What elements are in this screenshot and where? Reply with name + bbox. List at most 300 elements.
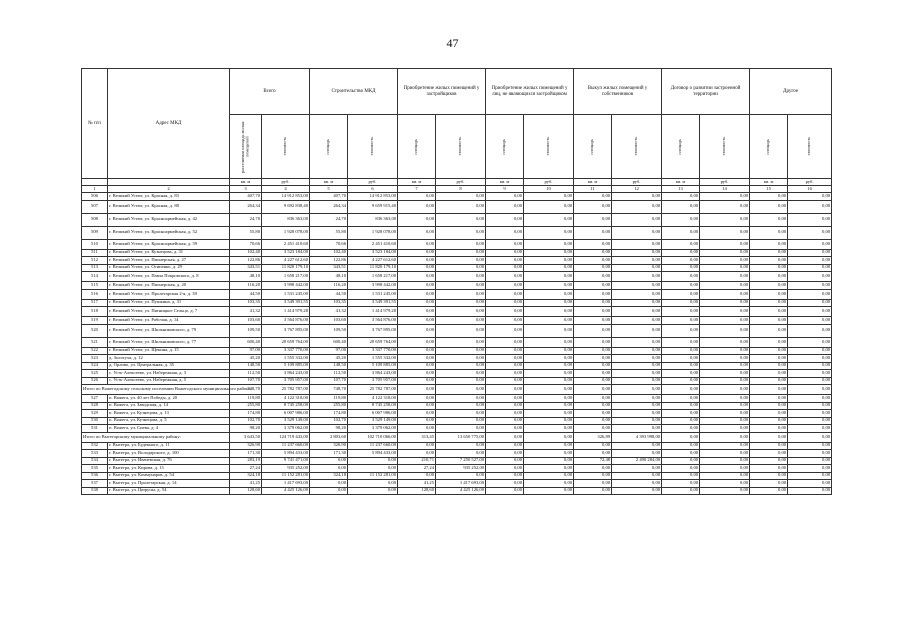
value-cell: 0,00 bbox=[700, 362, 750, 370]
value-cell: 11 152 281,00 bbox=[348, 472, 398, 480]
value-cell: 0,00 bbox=[348, 465, 398, 473]
value-cell: 0,00 bbox=[574, 417, 612, 425]
value-cell: 0,00 bbox=[612, 337, 662, 347]
value-cell: 0,00 bbox=[486, 472, 524, 480]
value-cell: 41,25 bbox=[230, 480, 262, 488]
value-cell: 0,00 bbox=[524, 282, 574, 290]
value-cell: 174,80 bbox=[310, 410, 348, 418]
value-cell: 0,00 bbox=[398, 377, 436, 385]
table-row bbox=[82, 213, 832, 226]
value-cell: 0,00 bbox=[436, 442, 486, 450]
value-cell: 0,00 bbox=[436, 257, 486, 265]
value-cell: 0,00 bbox=[700, 417, 750, 425]
column-number-cell: 13 bbox=[662, 186, 700, 193]
value-cell: 103,35 bbox=[310, 299, 348, 307]
value-cell: 0,00 bbox=[398, 402, 436, 410]
value-cell: 116,20 bbox=[230, 282, 262, 290]
value-cell: 98,20 bbox=[230, 425, 262, 433]
value-cell: 171,30 bbox=[310, 450, 348, 458]
value-cell: 0,00 bbox=[574, 355, 612, 363]
value-cell: 0,00 bbox=[486, 355, 524, 363]
value-cell: 0,00 bbox=[398, 213, 436, 226]
value-cell: 0,00 bbox=[436, 377, 486, 385]
table-row bbox=[82, 395, 832, 403]
value-cell: 0,00 bbox=[662, 272, 700, 282]
value-cell: 264,34 bbox=[230, 200, 262, 213]
value-cell: 0,00 bbox=[662, 355, 700, 363]
column-number-cell: 4 bbox=[262, 186, 310, 193]
value-cell: 27,24 bbox=[230, 465, 262, 473]
value-cell: 0,00 bbox=[486, 480, 524, 488]
value-cell: 0,00 bbox=[310, 465, 348, 473]
value-cell: 0,00 bbox=[700, 410, 750, 418]
column-number-cell: 6 bbox=[348, 186, 398, 193]
value-cell: 0,00 bbox=[574, 487, 612, 495]
units-cell: кв. м bbox=[310, 179, 348, 186]
page-number: 47 bbox=[446, 36, 459, 50]
group-header-construction: Строительство МКД bbox=[310, 69, 398, 115]
value-cell: 174,80 bbox=[230, 410, 262, 418]
row-number: 521 bbox=[82, 337, 108, 347]
value-cell: 0,00 bbox=[750, 307, 788, 317]
value-cell: 0,00 bbox=[436, 193, 486, 201]
table-row bbox=[82, 410, 832, 418]
subcolumn-label: стоимость bbox=[545, 137, 551, 156]
value-cell: 0,00 bbox=[700, 200, 750, 213]
value-cell: 313,45 bbox=[398, 432, 436, 442]
units-cell: руб. bbox=[612, 179, 662, 186]
value-cell: 0,00 bbox=[524, 425, 574, 433]
subcolumn-header bbox=[662, 115, 700, 179]
row-address: г. Вытегра, ул. Кирова, д. 15 bbox=[108, 465, 230, 473]
subcolumn-label: расселяемая площадь жилых помещений bbox=[240, 120, 250, 173]
value-cell: 0,00 bbox=[486, 370, 524, 378]
value-cell: 3 564 876,00 bbox=[348, 317, 398, 325]
value-cell: 0,00 bbox=[398, 317, 436, 325]
value-cell: 0,00 bbox=[750, 324, 788, 337]
subcolumn-label: площадь bbox=[677, 138, 683, 155]
value-cell: 0,00 bbox=[436, 385, 486, 395]
value-cell: 0,00 bbox=[662, 264, 700, 272]
value-cell: 0,00 bbox=[750, 465, 788, 473]
value-cell: 836 363,00 bbox=[348, 213, 398, 226]
subcolumn-label: площадь bbox=[589, 138, 595, 155]
value-cell: 55,80 bbox=[230, 226, 262, 239]
value-cell: 6 007 986,00 bbox=[348, 410, 398, 418]
value-cell: 0,00 bbox=[750, 337, 788, 347]
value-cell: 0,00 bbox=[436, 299, 486, 307]
value-cell: 0,00 bbox=[398, 425, 436, 433]
value-cell: 148,50 bbox=[230, 362, 262, 370]
table-row bbox=[82, 272, 832, 282]
row-number: 516 bbox=[82, 289, 108, 299]
value-cell: 0,00 bbox=[524, 450, 574, 458]
value-cell: 0,00 bbox=[398, 324, 436, 337]
table-row bbox=[82, 200, 832, 213]
row-address: г. Великий Устюг, ул. Красная, д. 83 bbox=[108, 193, 230, 201]
value-cell: 0,00 bbox=[700, 355, 750, 363]
value-cell: 122,86 bbox=[310, 257, 348, 265]
value-cell: 0,00 bbox=[788, 226, 832, 239]
value-cell: 0,00 bbox=[486, 317, 524, 325]
value-cell: 0,00 bbox=[486, 487, 524, 495]
table-row bbox=[82, 282, 832, 290]
row-number: 518 bbox=[82, 307, 108, 317]
row-number: 536 bbox=[82, 472, 108, 480]
value-cell: 0,00 bbox=[398, 289, 436, 299]
value-cell: 0,00 bbox=[788, 355, 832, 363]
column-number-cell: 7 bbox=[398, 186, 436, 193]
units-cell: руб. bbox=[262, 179, 310, 186]
value-cell: 407,70 bbox=[310, 193, 348, 201]
value-cell: 20 659 764,00 bbox=[262, 337, 310, 347]
value-cell: 0,00 bbox=[700, 264, 750, 272]
table-row bbox=[82, 249, 832, 257]
row-number: 530 bbox=[82, 417, 108, 425]
value-cell: 3 337 770,00 bbox=[348, 347, 398, 355]
subcolumn-header bbox=[348, 115, 398, 179]
value-cell: 0,00 bbox=[662, 337, 700, 347]
value-cell: 1 414 979,28 bbox=[262, 307, 310, 317]
subcolumn-header bbox=[524, 115, 574, 179]
table-row bbox=[82, 425, 832, 433]
value-cell: 0,00 bbox=[524, 370, 574, 378]
value-cell: 4 425 126,00 bbox=[262, 487, 310, 495]
value-cell: 0,00 bbox=[788, 193, 832, 201]
row-number: 506 bbox=[82, 193, 108, 201]
subcolumn-label: стоимость bbox=[633, 137, 639, 156]
value-cell: 0,00 bbox=[398, 395, 436, 403]
value-cell: 0,00 bbox=[486, 450, 524, 458]
row-number: 513 bbox=[82, 264, 108, 272]
row-address: г. Великий Устюг, ул. Шильниковского, д. 79 bbox=[108, 324, 230, 337]
column-number-cell: 16 bbox=[788, 186, 832, 193]
value-cell: 3 523 184,00 bbox=[262, 249, 310, 257]
value-cell: 0,00 bbox=[574, 465, 612, 473]
value-cell: 0,00 bbox=[398, 385, 436, 395]
units-cell: руб. bbox=[700, 179, 750, 186]
value-cell: 0,00 bbox=[700, 257, 750, 265]
value-cell: 0,00 bbox=[700, 226, 750, 239]
value-cell: 0,00 bbox=[398, 257, 436, 265]
column-number-cell: 14 bbox=[700, 186, 750, 193]
value-cell: 0,00 bbox=[750, 395, 788, 403]
value-cell: 0,00 bbox=[436, 417, 486, 425]
value-cell: 255,80 bbox=[230, 402, 262, 410]
units-cell bbox=[108, 179, 230, 186]
subcolumn-label: стоимость bbox=[457, 137, 463, 156]
subcolumn-header bbox=[230, 115, 262, 179]
value-cell: 0,00 bbox=[398, 282, 436, 290]
value-cell: 0,00 bbox=[750, 193, 788, 201]
value-cell: 0,00 bbox=[700, 450, 750, 458]
value-cell: 0,00 bbox=[524, 487, 574, 495]
value-cell: 102,70 bbox=[310, 417, 348, 425]
value-cell: 0,00 bbox=[574, 193, 612, 201]
value-cell: 0,00 bbox=[788, 457, 832, 465]
value-cell: 0,00 bbox=[788, 417, 832, 425]
value-cell: 0,00 bbox=[436, 395, 486, 403]
table-row bbox=[82, 370, 832, 378]
value-cell: 0,00 bbox=[662, 425, 700, 433]
value-cell: 343,51 bbox=[230, 264, 262, 272]
group-header-development-contract: Договор о развитии застроенной территории bbox=[662, 69, 750, 115]
value-cell: 0,00 bbox=[788, 282, 832, 290]
value-cell: 0,00 bbox=[662, 200, 700, 213]
value-cell: 0,00 bbox=[700, 347, 750, 355]
column-number-cell: 3 bbox=[230, 186, 262, 193]
value-cell: 748,70 bbox=[310, 385, 348, 395]
value-cell: 0,00 bbox=[662, 324, 700, 337]
row-number: 525 bbox=[82, 370, 108, 378]
row-number: 508 bbox=[82, 213, 108, 226]
value-cell: 8 745 258,00 bbox=[348, 402, 398, 410]
group-header-other: Другое bbox=[750, 69, 832, 115]
value-cell: 0,00 bbox=[700, 480, 750, 488]
value-cell: 3 529 149,00 bbox=[262, 417, 310, 425]
row-number: 523 bbox=[82, 355, 108, 363]
row-number: 531 bbox=[82, 425, 108, 433]
value-cell: 0,00 bbox=[524, 257, 574, 265]
value-cell: 0,00 bbox=[436, 272, 486, 282]
value-cell: 0,00 bbox=[398, 337, 436, 347]
row-number: 535 bbox=[82, 465, 108, 473]
row-address: г. Вытегра, ул. Ивачевская, д. 76 bbox=[108, 457, 230, 465]
col-no-header: № п/п bbox=[82, 69, 108, 179]
value-cell: 0,00 bbox=[750, 442, 788, 450]
subcolumn-label: стоимость bbox=[282, 137, 288, 156]
value-cell: 0,00 bbox=[574, 289, 612, 299]
row-number: 507 bbox=[82, 200, 108, 213]
value-cell: 0,00 bbox=[750, 432, 788, 442]
value-cell: 0,00 bbox=[524, 362, 574, 370]
value-cell: 1 531 245,00 bbox=[262, 289, 310, 299]
value-cell: 0,00 bbox=[750, 289, 788, 299]
value-cell: 0,00 bbox=[486, 465, 524, 473]
value-cell: 27,24 bbox=[398, 465, 436, 473]
value-cell: 0,00 bbox=[486, 347, 524, 355]
value-cell: 0,00 bbox=[662, 282, 700, 290]
value-cell: 0,00 bbox=[398, 193, 436, 201]
value-cell: 0,00 bbox=[700, 385, 750, 395]
value-cell: 0,00 bbox=[436, 324, 486, 337]
value-cell: 0,00 bbox=[398, 362, 436, 370]
value-cell: 55,80 bbox=[310, 226, 348, 239]
value-cell: 0,00 bbox=[750, 370, 788, 378]
table-row bbox=[82, 337, 832, 347]
value-cell: 102,40 bbox=[230, 249, 262, 257]
value-cell: 41,32 bbox=[230, 307, 262, 317]
subcolumn-label: площадь bbox=[501, 138, 507, 155]
value-cell: 0,00 bbox=[524, 324, 574, 337]
value-cell: 0,00 bbox=[574, 395, 612, 403]
table-row bbox=[82, 457, 832, 465]
row-address: г. Вытегра, ул. Буденного, д. 11 bbox=[108, 442, 230, 450]
value-cell: 3 523 184,00 bbox=[348, 249, 398, 257]
value-cell: 3 549 391,55 bbox=[348, 299, 398, 307]
value-cell: 0,00 bbox=[574, 324, 612, 337]
value-cell: 11 820 179,10 bbox=[262, 264, 310, 272]
value-cell: 72,48 bbox=[574, 457, 612, 465]
table-row bbox=[82, 362, 832, 370]
row-address: п. Вожега, ул. 40 лет Победы, д. 20 bbox=[108, 395, 230, 403]
value-cell: 0,00 bbox=[612, 395, 662, 403]
table-row bbox=[82, 317, 832, 325]
row-address: г. Великий Устюг, ул. Пионерская, д. 20 bbox=[108, 282, 230, 290]
row-number: 527 bbox=[82, 395, 108, 403]
value-cell: 0,00 bbox=[750, 402, 788, 410]
value-cell: 6 007 986,00 bbox=[262, 410, 310, 418]
value-cell: 0,00 bbox=[524, 289, 574, 299]
value-cell: 4 425 126,00 bbox=[436, 487, 486, 495]
value-cell: 324,18 bbox=[310, 472, 348, 480]
row-number: 514 bbox=[82, 272, 108, 282]
value-cell: 0,00 bbox=[436, 249, 486, 257]
value-cell: 70,66 bbox=[310, 239, 348, 249]
value-cell: 0,00 bbox=[662, 417, 700, 425]
value-cell: 0,00 bbox=[398, 417, 436, 425]
value-cell: 0,00 bbox=[524, 432, 574, 442]
value-cell: 0,00 bbox=[788, 425, 832, 433]
value-cell: 0,00 bbox=[574, 402, 612, 410]
value-cell: 0,00 bbox=[436, 289, 486, 299]
value-cell: 124 719 443,00 bbox=[262, 432, 310, 442]
value-cell: 48,10 bbox=[230, 272, 262, 282]
value-cell: 0,00 bbox=[700, 425, 750, 433]
value-cell: 0,00 bbox=[612, 249, 662, 257]
value-cell: 11 237 660,00 bbox=[262, 442, 310, 450]
value-cell: 119,80 bbox=[310, 395, 348, 403]
value-cell: 48,10 bbox=[310, 272, 348, 282]
value-cell: 0,00 bbox=[612, 450, 662, 458]
value-cell: 0,00 bbox=[788, 487, 832, 495]
value-cell: 3 864 243,00 bbox=[348, 370, 398, 378]
value-cell: 0,00 bbox=[574, 257, 612, 265]
value-cell: 3 379 062,00 bbox=[348, 425, 398, 433]
value-cell: 0,00 bbox=[310, 457, 348, 465]
value-cell: 3 864 243,00 bbox=[262, 370, 310, 378]
value-cell: 0,00 bbox=[524, 337, 574, 347]
value-cell: 0,00 bbox=[486, 337, 524, 347]
value-cell: 0,00 bbox=[398, 272, 436, 282]
value-cell: 102 710 066,00 bbox=[348, 432, 398, 442]
value-cell: 0,00 bbox=[436, 264, 486, 272]
table-row bbox=[82, 465, 832, 473]
value-cell: 0,00 bbox=[700, 457, 750, 465]
value-cell: 97,00 bbox=[230, 347, 262, 355]
value-cell: 0,00 bbox=[700, 472, 750, 480]
value-cell: 0,00 bbox=[700, 249, 750, 257]
value-cell: 0,00 bbox=[612, 465, 662, 473]
value-cell: 0,00 bbox=[788, 410, 832, 418]
value-cell: 0,00 bbox=[662, 377, 700, 385]
value-cell: 0,00 bbox=[662, 410, 700, 418]
value-cell: 0,00 bbox=[574, 200, 612, 213]
row-address: г. Великий Устюг, ул. Шильниковского, д. 77 bbox=[108, 337, 230, 347]
value-cell: 4 393 998,00 bbox=[612, 432, 662, 442]
header-row-column-numbers bbox=[82, 186, 832, 193]
value-cell: 0,00 bbox=[750, 425, 788, 433]
value-cell: 0,00 bbox=[662, 307, 700, 317]
value-cell: 0,00 bbox=[398, 226, 436, 239]
row-address: г. Великий Устюг, ул. Красная, д. 88 bbox=[108, 200, 230, 213]
value-cell: 0,00 bbox=[574, 425, 612, 433]
value-cell: 0,00 bbox=[612, 472, 662, 480]
value-cell: 0,00 bbox=[574, 272, 612, 282]
value-cell: 0,00 bbox=[486, 264, 524, 272]
value-cell: 0,00 bbox=[662, 299, 700, 307]
value-cell: 0,00 bbox=[700, 272, 750, 282]
row-address: г. Великий Устюг, ул. Рабочая, д. 14 bbox=[108, 317, 230, 325]
value-cell: 0,00 bbox=[612, 377, 662, 385]
subcolumn-header bbox=[262, 115, 310, 179]
value-cell: 0,00 bbox=[574, 385, 612, 395]
table-row bbox=[82, 299, 832, 307]
value-cell: 128,60 bbox=[230, 487, 262, 495]
value-cell: 7 250 527,00 bbox=[436, 457, 486, 465]
value-cell: 0,00 bbox=[436, 282, 486, 290]
value-cell: 0,00 bbox=[436, 425, 486, 433]
row-address: г. Великий Устюг, ул. Красноармейская, д. 52 bbox=[108, 226, 230, 239]
value-cell: 0,00 bbox=[486, 257, 524, 265]
row-number: 529 bbox=[82, 410, 108, 418]
value-cell: 0,00 bbox=[750, 457, 788, 465]
value-cell: 0,00 bbox=[750, 299, 788, 307]
units-cell: руб. bbox=[788, 179, 832, 186]
units-cell: кв. м bbox=[574, 179, 612, 186]
value-cell: 3 767 895,00 bbox=[262, 324, 310, 337]
value-cell: 0,00 bbox=[612, 317, 662, 325]
value-cell: 11 820 179,10 bbox=[348, 264, 398, 272]
value-cell: 0,00 bbox=[486, 307, 524, 317]
value-cell: 0,00 bbox=[612, 257, 662, 265]
value-cell: 14 912 853,00 bbox=[348, 193, 398, 201]
value-cell: 0,00 bbox=[486, 282, 524, 290]
value-cell: 1 555 332,00 bbox=[262, 355, 310, 363]
value-cell: 0,00 bbox=[612, 324, 662, 337]
subcolumn-header bbox=[788, 115, 832, 179]
value-cell: 24,70 bbox=[310, 213, 348, 226]
value-cell: 2 451 410,60 bbox=[262, 239, 310, 249]
value-cell: 107,70 bbox=[230, 377, 262, 385]
row-address: г. Вытегра, ул. Коммунаров, д. 54 bbox=[108, 472, 230, 480]
value-cell: 935 252,00 bbox=[262, 465, 310, 473]
value-cell: 102,40 bbox=[310, 249, 348, 257]
row-address: г. Вытегра, ул. Володарского, д. 100 bbox=[108, 450, 230, 458]
value-cell: 0,00 bbox=[788, 480, 832, 488]
value-cell: 0,00 bbox=[398, 239, 436, 249]
col-address-header: Адрес МКД bbox=[108, 69, 230, 179]
value-cell: 0,00 bbox=[436, 213, 486, 226]
row-address: г. Вытегра, ул. Пролетарская, д. 14 bbox=[108, 480, 230, 488]
table-row bbox=[82, 480, 832, 488]
value-cell: 0,00 bbox=[662, 457, 700, 465]
table-row bbox=[82, 487, 832, 495]
value-cell: 0,00 bbox=[436, 239, 486, 249]
value-cell: 0,00 bbox=[524, 465, 574, 473]
table-row bbox=[82, 257, 832, 265]
row-address: п. Вожега, ул. Сиева, д. 4 bbox=[108, 425, 230, 433]
value-cell: 0,00 bbox=[700, 370, 750, 378]
group-header-total: Всего bbox=[230, 69, 310, 115]
table-row bbox=[82, 347, 832, 355]
value-cell: 1 417 693,00 bbox=[436, 480, 486, 488]
value-cell: 0,00 bbox=[574, 450, 612, 458]
value-cell: 103,60 bbox=[230, 317, 262, 325]
value-cell: 0,00 bbox=[788, 272, 832, 282]
value-cell: 0,00 bbox=[486, 272, 524, 282]
row-address: с. Усть-Алексеево, ул. Набережная, д. 3 bbox=[108, 370, 230, 378]
